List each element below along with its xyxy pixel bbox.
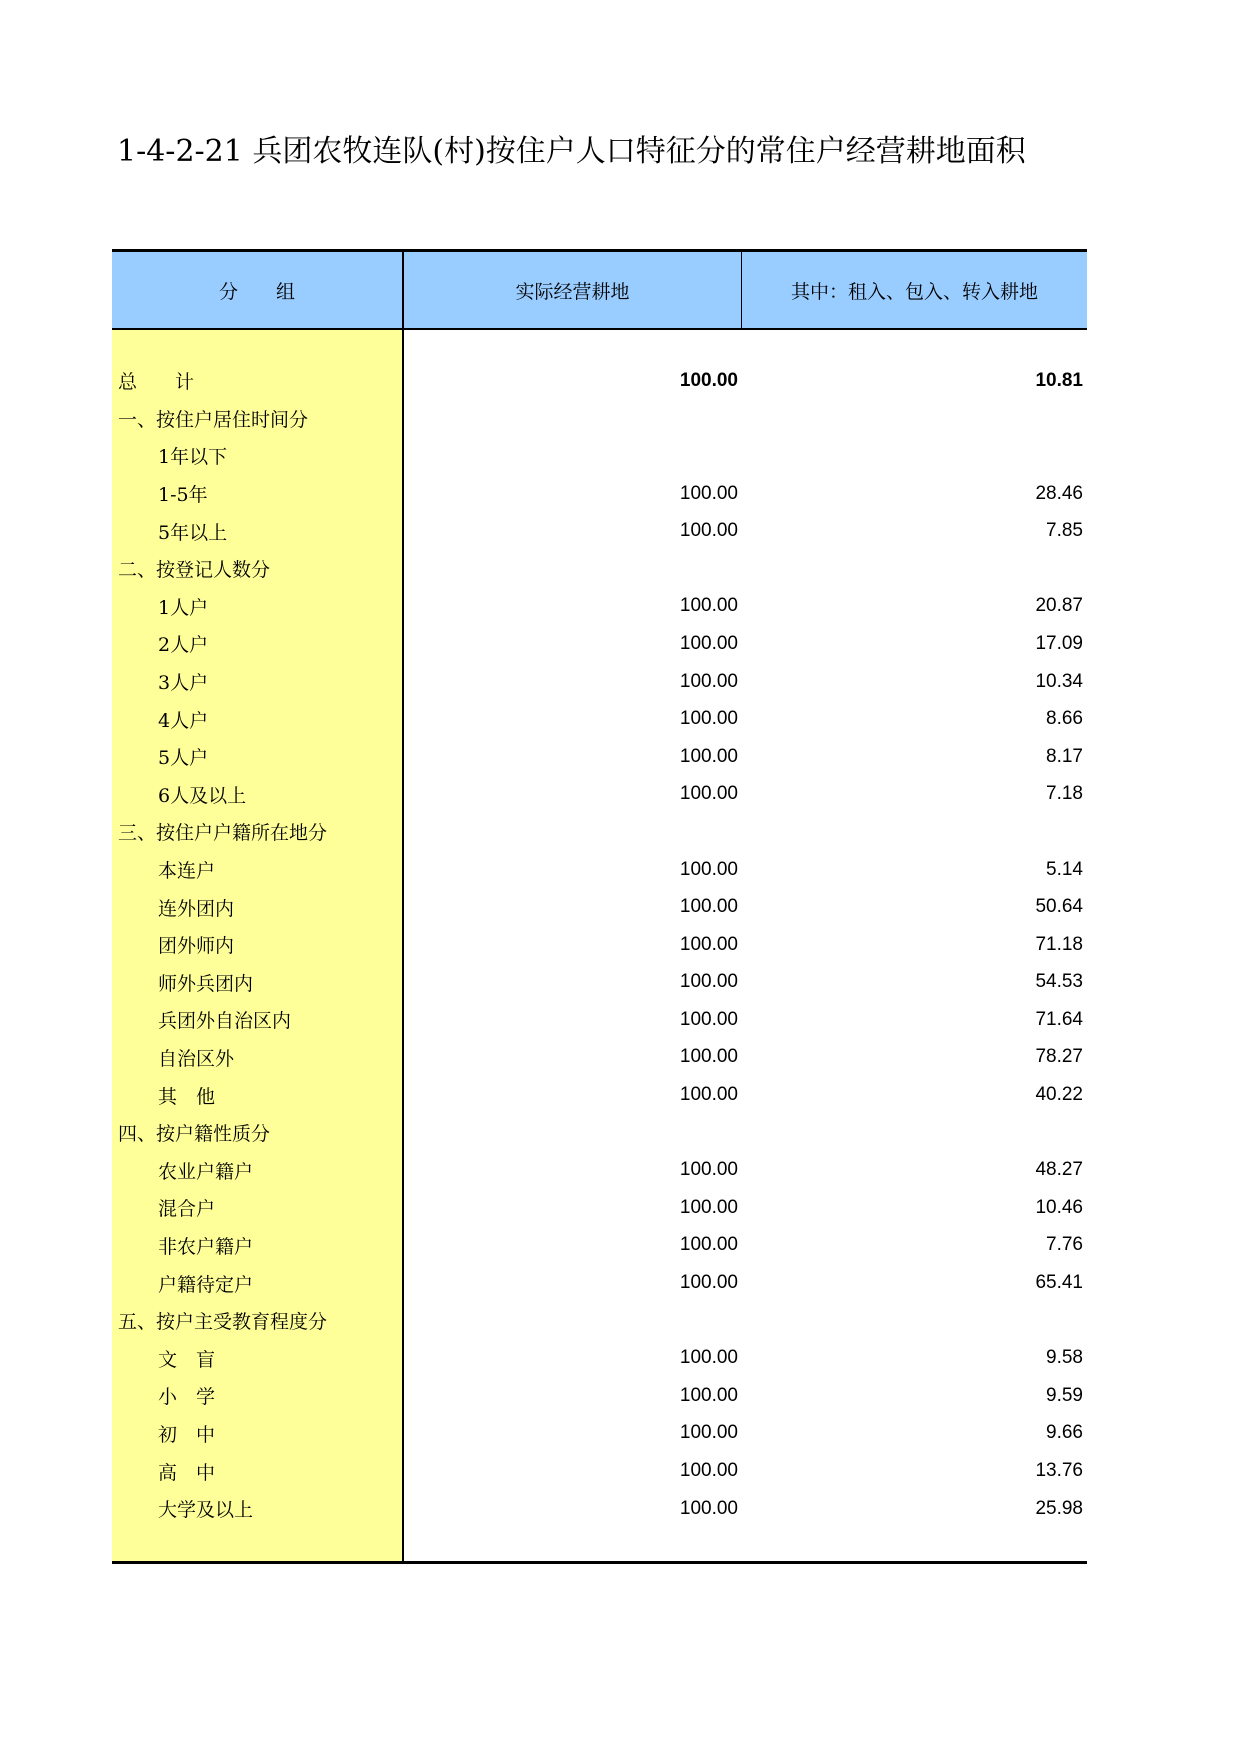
table-row — [112, 362, 1087, 400]
row-rented-value: 17.09 — [1035, 632, 1083, 654]
table-row — [112, 1490, 1087, 1528]
row-label: 其 他 — [158, 1085, 216, 1108]
row-actual-value: 100.00 — [679, 1084, 738, 1106]
header-group: 分 组 — [112, 252, 404, 328]
row-label: 6人及以上 — [158, 784, 247, 807]
table-row — [112, 625, 1087, 663]
row-label: 文 盲 — [158, 1348, 216, 1371]
row-actual-value: 100.00 — [679, 783, 738, 805]
row-label: 总 计 — [118, 371, 195, 394]
table-row — [112, 1264, 1087, 1302]
row-actual-value: 100.00 — [679, 1159, 738, 1181]
row-actual-value: 100.00 — [679, 1384, 738, 1406]
row-actual-value: 100.00 — [679, 896, 738, 918]
row-label: 1-5年 — [158, 484, 208, 507]
page-title: 1-4-2-21 兵团农牧连队(村)按住户人口特征分的常住户经营耕地面积 — [117, 134, 1026, 169]
row-label: 高 中 — [158, 1461, 216, 1484]
table-row — [112, 475, 1087, 513]
row-label: 户籍待定户 — [158, 1273, 254, 1296]
table-row — [112, 700, 1087, 738]
row-rented-value: 25.98 — [1035, 1497, 1083, 1519]
row-actual-value: 100.00 — [679, 1422, 738, 1444]
table-row — [112, 1114, 1087, 1152]
row-actual-value: 100.00 — [679, 670, 738, 692]
table-row — [112, 437, 1087, 475]
row-rented-value: 8.66 — [1046, 708, 1083, 730]
row-rented-value: 78.27 — [1035, 1046, 1083, 1068]
row-rented-value: 9.66 — [1046, 1422, 1083, 1444]
row-rented-value: 10.46 — [1035, 1196, 1083, 1218]
header-rented-farmland: 其中：租入、包入、转入耕地 — [790, 280, 1038, 303]
row-actual-value: 100.00 — [679, 745, 738, 767]
row-rented-value: 9.59 — [1046, 1384, 1083, 1406]
row-label: 5人户 — [158, 747, 209, 770]
row-label: 初 中 — [158, 1423, 216, 1446]
row-rented-value: 10.81 — [1035, 369, 1083, 391]
row-rented-value: 71.18 — [1035, 933, 1083, 955]
row-actual-value: 100.00 — [679, 1347, 738, 1369]
table-row — [112, 1339, 1087, 1377]
row-rented-value: 8.17 — [1046, 745, 1083, 767]
row-label: 1年以下 — [158, 446, 228, 469]
row-rented-value: 20.87 — [1035, 595, 1083, 617]
row-label: 混合户 — [158, 1198, 216, 1221]
row-actual-value: 100.00 — [679, 858, 738, 880]
table-row — [112, 813, 1087, 851]
row-label: 五、按户主受教育程度分 — [118, 1311, 328, 1334]
table-row — [112, 776, 1087, 814]
row-actual-value: 100.00 — [679, 933, 738, 955]
table-row — [112, 1452, 1087, 1490]
row-rented-value: 50.64 — [1035, 896, 1083, 918]
row-label: 大学及以上 — [158, 1499, 254, 1522]
row-label: 1人户 — [158, 596, 209, 619]
table-body — [112, 330, 1087, 1564]
row-rented-value: 13.76 — [1035, 1460, 1083, 1482]
row-label: 四、按户籍性质分 — [118, 1123, 271, 1146]
row-label: 一、按住户居住时间分 — [118, 408, 309, 431]
row-label: 连外团内 — [158, 897, 235, 920]
table-row — [112, 926, 1087, 964]
table-rows — [112, 330, 1087, 1561]
row-actual-value: 100.00 — [679, 1046, 738, 1068]
row-actual-value: 100.00 — [679, 971, 738, 993]
table-row — [112, 1377, 1087, 1415]
row-rented-value: 9.58 — [1046, 1347, 1083, 1369]
table-row — [112, 512, 1087, 550]
table-row — [112, 1189, 1087, 1227]
row-rented-value: 28.46 — [1035, 482, 1083, 504]
row-rented-value: 7.18 — [1046, 783, 1083, 805]
row-actual-value: 100.00 — [679, 369, 738, 391]
row-rented-value: 10.34 — [1035, 670, 1083, 692]
row-label: 自治区外 — [158, 1047, 235, 1070]
row-label: 2人户 — [158, 634, 209, 657]
row-rented-value: 40.22 — [1035, 1084, 1083, 1106]
row-rented-value: 7.85 — [1046, 520, 1083, 542]
table-row — [112, 851, 1087, 889]
row-actual-value: 100.00 — [679, 482, 738, 504]
row-rented-value: 54.53 — [1035, 971, 1083, 993]
row-label: 非农户籍户 — [158, 1235, 254, 1258]
data-table — [112, 249, 1087, 1564]
row-rented-value: 7.76 — [1046, 1234, 1083, 1256]
row-rented-value: 5.14 — [1046, 858, 1083, 880]
row-actual-value: 100.00 — [679, 1460, 738, 1482]
row-actual-value: 100.00 — [679, 520, 738, 542]
row-label: 本连户 — [158, 860, 216, 883]
row-actual-value: 100.00 — [679, 1272, 738, 1294]
row-label: 4人户 — [158, 709, 209, 732]
table-row — [112, 888, 1087, 926]
row-label: 小 学 — [158, 1386, 216, 1409]
table-row — [112, 550, 1087, 588]
row-label: 农业户籍户 — [158, 1160, 254, 1183]
table-row — [112, 1151, 1087, 1189]
row-actual-value: 100.00 — [679, 1234, 738, 1256]
row-label: 团外师内 — [158, 935, 235, 958]
table-row — [112, 588, 1087, 626]
table-row — [112, 1039, 1087, 1077]
table-row — [112, 964, 1087, 1002]
row-rented-value: 48.27 — [1035, 1159, 1083, 1181]
row-rented-value: 65.41 — [1035, 1272, 1083, 1294]
row-label: 5年以上 — [158, 521, 228, 544]
table-row — [112, 1302, 1087, 1340]
row-label: 三、按住户户籍所在地分 — [118, 822, 328, 845]
header-actual-farmland: 实际经营耕地 — [404, 252, 742, 328]
row-label: 3人户 — [158, 672, 209, 695]
table-header — [112, 249, 1087, 330]
row-label: 二、按登记人数分 — [118, 559, 271, 582]
row-actual-value: 100.00 — [679, 595, 738, 617]
row-actual-value: 100.00 — [679, 1196, 738, 1218]
row-label: 兵团外自治区内 — [158, 1010, 292, 1033]
row-actual-value: 100.00 — [679, 708, 738, 730]
table-row — [112, 663, 1087, 701]
table-row — [112, 1076, 1087, 1114]
table-row — [112, 1001, 1087, 1039]
table-row — [112, 1415, 1087, 1453]
row-label: 师外兵团内 — [158, 972, 254, 995]
row-actual-value: 100.00 — [679, 632, 738, 654]
row-actual-value: 100.00 — [679, 1008, 738, 1030]
table-row — [112, 738, 1087, 776]
table-row — [112, 1227, 1087, 1265]
row-rented-value: 71.64 — [1035, 1008, 1083, 1030]
row-actual-value: 100.00 — [679, 1497, 738, 1519]
table-row — [112, 400, 1087, 438]
